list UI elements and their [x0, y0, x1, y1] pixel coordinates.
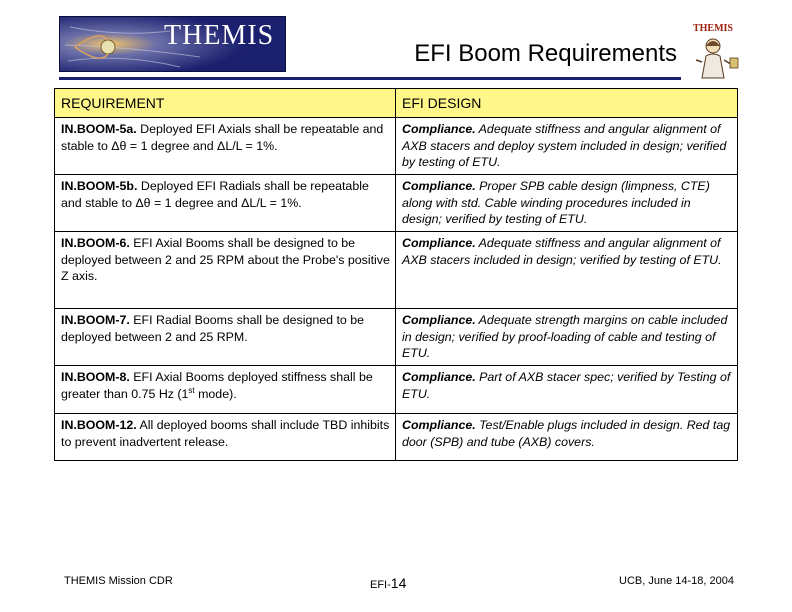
design-text: Proper SPB cable design (limpness, CTE) along with std. Cable winding procedures included in design; verified by testing of ETU. [402, 179, 710, 226]
requirement-text: EFI Radial Booms shall be designed to be deployed between 2 and 25 RPM. [61, 313, 365, 344]
header-efi-design: EFI DESIGN [396, 89, 738, 118]
logo-text: THEMIS [164, 20, 275, 51]
design-cell [396, 366, 738, 414]
requirement-text: All deployed booms shall include TBD inhibits to prevent inadvertent release. [61, 418, 390, 449]
table-row [55, 118, 738, 175]
design-cell [396, 118, 738, 175]
footer-mission: THEMIS Mission CDR [64, 575, 173, 587]
requirement-id: IN.BOOM-5a. [61, 122, 137, 136]
requirements-table [54, 88, 738, 461]
requirement-cell [55, 414, 396, 461]
requirement-text: EFI Axial Booms deployed stiffness shall be greater than 0.75 Hz (1 [61, 370, 373, 401]
requirement-cell [55, 232, 396, 309]
design-text: Part of AXB stacer spec; verified by Testing of ETU. [402, 370, 731, 401]
requirement-cell [55, 366, 396, 414]
requirement-id: IN.BOOM-8. [61, 370, 130, 384]
title-underline [59, 77, 681, 80]
compliance-label: Compliance. [402, 179, 476, 193]
compliance-label: Compliance. [402, 236, 476, 250]
design-cell [396, 414, 738, 461]
requirement-text: EFI Axial Booms shall be designed to be deployed between 2 and 25 RPM about the Probe's positive Z axis. [61, 236, 390, 283]
ordinal-superscript: st [188, 385, 195, 395]
header-requirement: REQUIREMENT [55, 89, 396, 118]
design-cell [396, 232, 738, 309]
table-row [55, 232, 738, 309]
page-num: 14 [390, 575, 407, 591]
compliance-label: Compliance. [402, 313, 476, 327]
table-row [55, 414, 738, 461]
mascot-text: THEMIS [692, 23, 734, 34]
table-row [55, 175, 738, 232]
requirement-id: IN.BOOM-5b. [61, 179, 138, 193]
requirement-text: Deployed EFI Radials shall be repeatable and stable to Δθ = 1 degree and ΔL/L = 1%. [61, 179, 369, 210]
compliance-label: Compliance. [402, 122, 476, 136]
design-text: Adequate stiffness and angular alignment of AXB stacers included in design; verified by testing of ETU. [402, 236, 722, 267]
requirement-cell [55, 118, 396, 175]
table-header-row [55, 89, 738, 118]
table-row [55, 309, 738, 366]
requirement-cell [55, 175, 396, 232]
design-text: Test/Enable plugs included in design. Red tag door (SPB) and tube (AXB) covers. [402, 418, 731, 449]
compliance-label: Compliance. [402, 418, 476, 432]
requirement-text-tail: mode). [194, 386, 237, 401]
page-prefix: EFI- [370, 579, 391, 591]
themis-mascot-logo [682, 20, 744, 80]
requirement-cell [55, 309, 396, 366]
compliance-label: Compliance. [402, 370, 476, 384]
requirement-id: IN.BOOM-7. [61, 313, 130, 327]
design-text: Adequate stiffness and angular alignment of AXB stacers and deploy system included in design; verified by testing of ETU. [402, 122, 727, 169]
requirement-id: IN.BOOM-12. [61, 418, 137, 432]
design-cell [396, 309, 738, 366]
requirement-text: Deployed EFI Axials shall be repeatable and stable to Δθ = 1 degree and ΔL/L = 1%. [61, 122, 384, 153]
design-text: Adequate strength margins on cable included in design; verified by proof-loading of cable and testing of ETU. [402, 313, 728, 360]
footer-page-number [370, 575, 406, 591]
requirement-id: IN.BOOM-6. [61, 236, 130, 250]
footer-date: UCB, June 14-18, 2004 [619, 575, 734, 587]
table-row [55, 366, 738, 414]
design-cell [396, 175, 738, 232]
page-title: EFI Boom Requirements [414, 40, 677, 67]
themis-logo [59, 16, 286, 72]
